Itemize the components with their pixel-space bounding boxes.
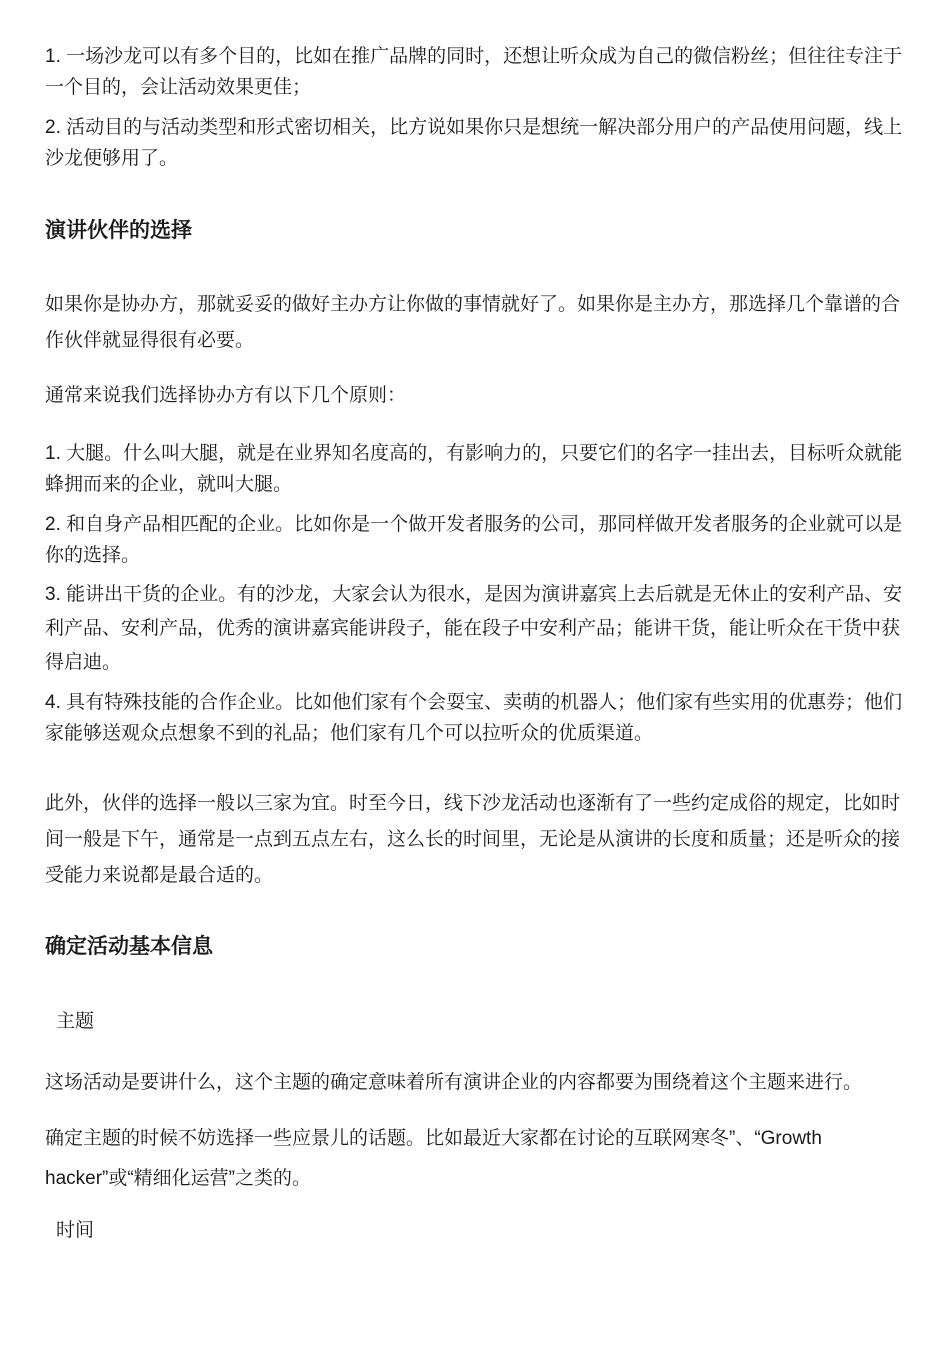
principle-item-2: 2. 和自身产品相匹配的企业。比如你是一个做开发者服务的公司，那同样做开发者服务的企业就可以是你的选择。 — [45, 514, 903, 566]
time-label: 时间 — [56, 1220, 95, 1241]
theme-description: 这场活动是要讲什么，这个主题的确定意味着所有演讲企业的内容都要为围绕着这个主题来进行。 — [45, 1072, 863, 1093]
section-heading-basic-info: 确定活动基本信息 — [45, 935, 213, 958]
partners-intro: 如果你是协办方，那就妥妥的做好主办方让你做的事情就好了。如果你是主办方，那选择几个靠谱的合作伙伴就显得很有必要。 — [45, 294, 901, 351]
purpose-note-2: 2. 活动目的与活动类型和形式密切相关，比方说如果你只是想统一解决部分用户的产品使用问题，线上沙龙便够用了。 — [45, 117, 903, 169]
purpose-note-1: 1. 一场沙龙可以有多个目的，比如在推广品牌的同时，还想让听众成为自己的微信粉丝；但往往专注于一个目的，会让活动效果更佳； — [45, 46, 903, 98]
principle-item-4: 4. 具有特殊技能的合作企业。比如他们家有个会耍宝、卖萌的机器人；他们家有些实用的优惠券；他们家能够送观众点想象不到的礼品；他们家有几个可以拉听众的优质渠道。 — [45, 692, 903, 744]
theme-label: 主题 — [56, 1011, 95, 1032]
principle-item-3: 3. 能讲出干货的企业。有的沙龙，大家会认为很水，是因为演讲嘉宾上去后就是无休止的安利产品、安利产品、安利产品，优秀的演讲嘉宾能讲段子，能在段子中安利产品；能讲干货，能让听众在干货中获得启迪。 — [45, 584, 903, 673]
principle-item-1: 1. 大腿。什么叫大腿，就是在业界知名度高的，有影响力的，只要它们的名字一挂出去，目标听众就能蜂拥而来的企业，就叫大腿。 — [45, 443, 903, 495]
principles-lead: 通常来说我们选择协办方有以下几个原则： — [45, 385, 407, 406]
theme-tip: 确定主题的时候不妨选择一些应景儿的话题。比如最近大家都在讨论的互联网寒冬”、“Growth hacker”或“精细化运营”之类的。 — [45, 1128, 822, 1189]
section-heading-partners: 演讲伙伴的选择 — [45, 219, 192, 242]
partners-closing: 此外，伙伴的选择一般以三家为宜。时至今日，线下沙龙活动也逐渐有了一些约定成俗的规定，比如时间一般是下午，通常是一点到五点左右，这么长的时间里，无论是从演讲的长度和质量；还是听众的接受能力来说都是最合适的。 — [45, 793, 901, 886]
